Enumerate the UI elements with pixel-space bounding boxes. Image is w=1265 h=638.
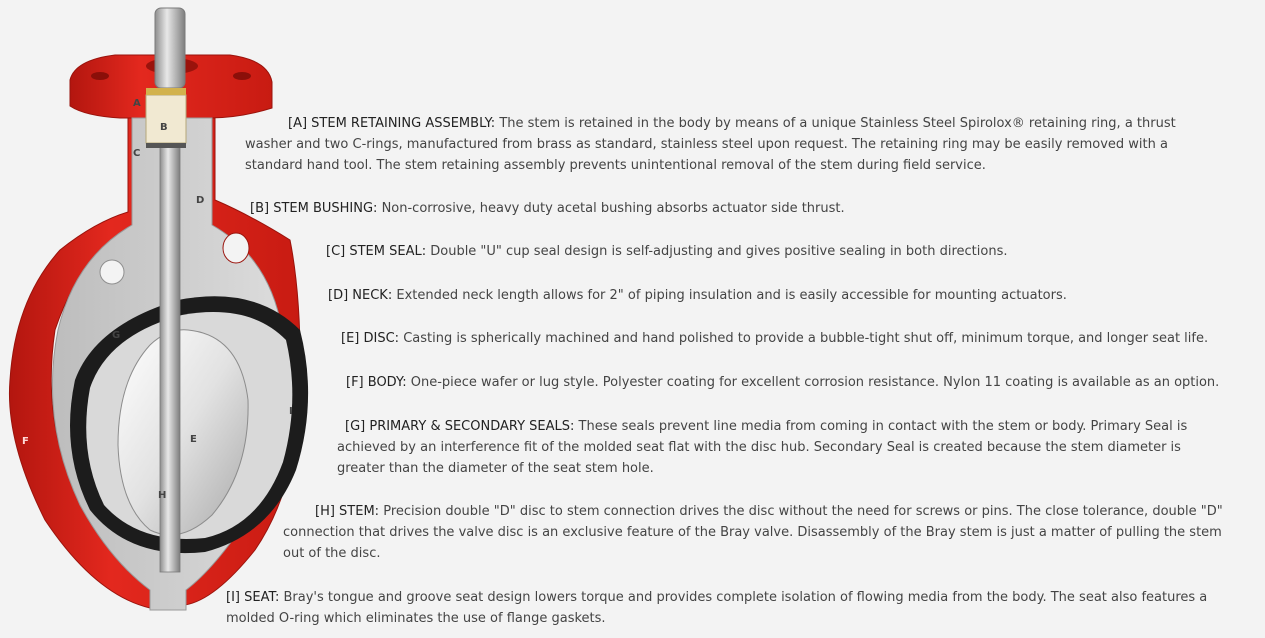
item-heading: [G] PRIMARY & SECONDARY SEALS: bbox=[345, 419, 575, 434]
stem-bushing bbox=[146, 95, 186, 143]
item-primary-secondary-seals bbox=[337, 416, 1225, 479]
item-stem-seal bbox=[326, 241, 1226, 262]
item-body bbox=[346, 372, 1246, 393]
item-heading: [I] SEAT: bbox=[226, 590, 280, 605]
item-text: Extended neck length allows for 2" of piping insulation and is easily accessible for mounting actuators. bbox=[396, 288, 1067, 303]
item-text: Double "U" cup seal design is self-adjusting and gives positive sealing in both directions. bbox=[430, 244, 1008, 259]
figure-label-b: B bbox=[160, 122, 168, 133]
figure-label-e: E bbox=[190, 434, 197, 445]
figure-label-i: I bbox=[289, 406, 293, 417]
item-text: These seals prevent line media from coming in contact with the stem or body. Primary Seal is achieved by an interference fit of the molded seat flat with the disc hub. Secondary Seal is created because the stem diameter is greater than the diameter of the seat stem hole. bbox=[337, 419, 1188, 476]
figure-label-a: A bbox=[133, 98, 141, 109]
figure-label-f: F bbox=[22, 436, 29, 447]
item-heading: [F] BODY: bbox=[346, 375, 407, 390]
item-seat bbox=[226, 587, 1226, 629]
figure-label-h: H bbox=[158, 490, 167, 501]
item-text: Casting is spherically machined and hand polished to provide a bubble-tight shut off, minimum torque, and longer seat life. bbox=[403, 331, 1209, 346]
item-stem bbox=[283, 501, 1223, 564]
item-heading: [D] NECK: bbox=[328, 288, 393, 303]
item-heading: [H] STEM: bbox=[315, 504, 380, 519]
item-text: The stem is retained in the body by means of a unique Stainless Steel Spirolox® retaining ring, a thrust washer and two C-rings, manufactured from brass as standard, stainless steel upon request. The retaining ring may be easily removed with a standard hand tool. The stem retaining assembly prevents unintentional removal of the stem during field service. bbox=[245, 116, 1176, 173]
item-disc bbox=[341, 328, 1241, 349]
item-heading: [C] STEM SEAL: bbox=[326, 244, 427, 259]
item-heading: [E] DISC: bbox=[341, 331, 400, 346]
item-stem-retaining-assembly bbox=[245, 113, 1210, 176]
figure-label-g: G bbox=[112, 330, 121, 341]
item-heading: [A] STEM RETAINING ASSEMBLY: bbox=[288, 116, 496, 131]
figure-label-c: C bbox=[133, 148, 141, 159]
item-stem-bushing bbox=[250, 198, 1210, 219]
figure-label-d: D bbox=[196, 195, 205, 206]
item-text: Non-corrosive, heavy duty acetal bushing absorbs actuator side thrust. bbox=[381, 201, 845, 216]
item-heading: [B] STEM BUSHING: bbox=[250, 201, 378, 216]
item-text: Precision double "D" disc to stem connection drives the disc without the need for screws or pins. The close tolerance, double "D" connection that drives the valve disc is an exclusive feature of the Bray valve. Disassembly of the Bray stem is just a matter of pulling the stem out of the disc. bbox=[283, 504, 1223, 561]
item-text: Bray's tongue and groove seat design lowers torque and provides complete isolation of flowing media from the body. The seat also features a molded O-ring which eliminates the use of flange gaskets. bbox=[226, 590, 1208, 626]
item-neck bbox=[328, 285, 1228, 306]
item-text: One-piece wafer or lug style. Polyester coating for excellent corrosion resistance. Nylon 11 coating is available as an option. bbox=[410, 375, 1220, 390]
butterfly-valve-cutaway-image bbox=[0, 0, 320, 620]
